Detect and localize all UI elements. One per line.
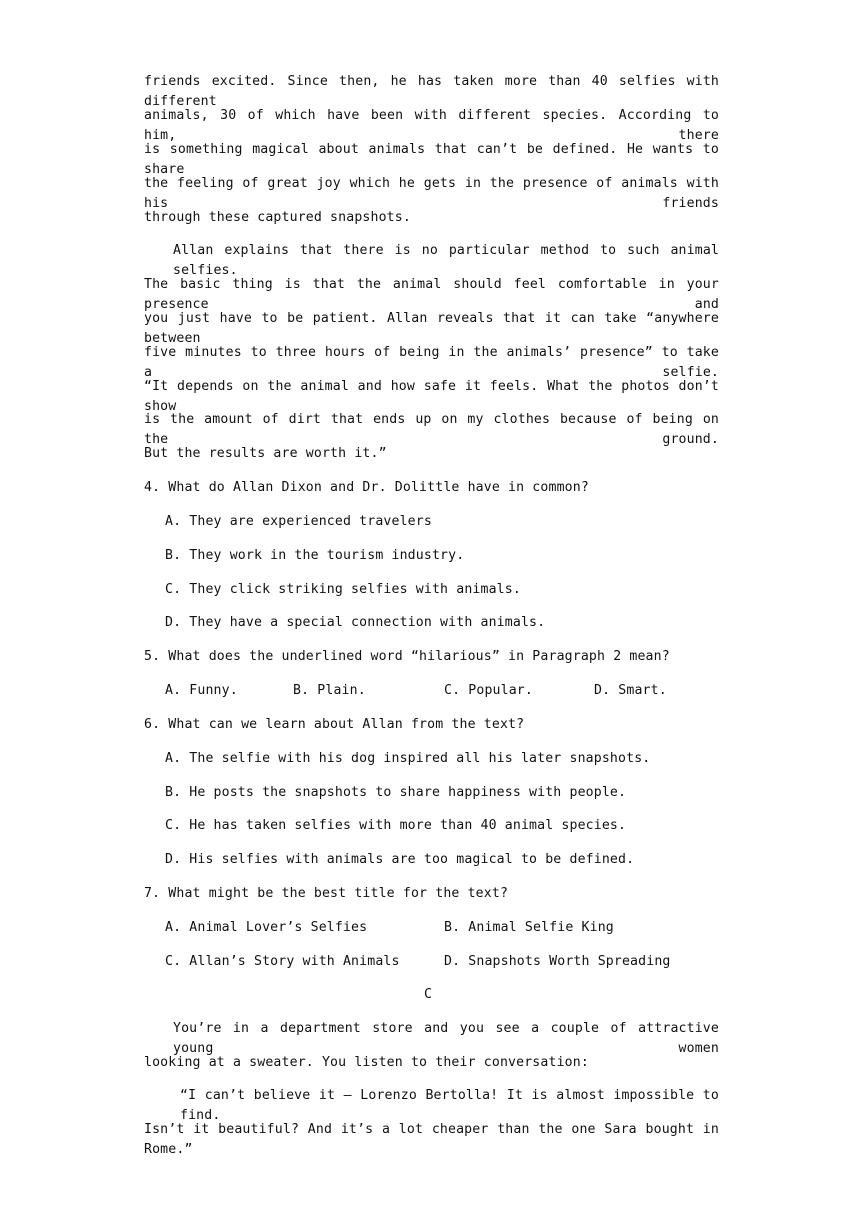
- passage-line: The basic thing is that the animal should feel comfortable in your presence and: [144, 277, 719, 312]
- question-6-option-c: C. He has taken selfies with more than 40 animal species.: [165, 818, 627, 833]
- question-5-stem: 5. What does the underlined word “hilarious” in Paragraph 2 mean?: [144, 649, 670, 664]
- passage-line: is the amount of dirt that ends up on my clothes because of being on the ground.: [144, 412, 719, 447]
- question-4-stem: 4. What do Allan Dixon and Dr. Dolittle have in common?: [144, 480, 589, 495]
- passage-line: you just have to be patient. Allan reveals that it can take “anywhere between: [144, 311, 719, 346]
- passage-line: You’re in a department store and you see a couple of attractive young women: [173, 1021, 719, 1056]
- question-5-option-a: A. Funny.: [165, 683, 238, 698]
- question-6-option-b: B. He posts the snapshots to share happiness with people.: [165, 785, 627, 800]
- passage-line: is something magical about animals that can’t be defined. He wants to share: [144, 142, 719, 177]
- passage-line: the feeling of great joy which he gets in the presence of animals with his friends: [144, 176, 719, 211]
- passage-line: five minutes to three hours of being in the animals’ presence” to take a selfie.: [144, 345, 719, 380]
- passage-line: “I can’t believe it — Lorenzo Bertolla! It is almost impossible to find.: [180, 1088, 719, 1123]
- question-6-option-a: A. The selfie with his dog inspired all his later snapshots.: [165, 751, 651, 766]
- question-6-option-d: D. His selfies with animals are too magical to be defined.: [165, 852, 635, 867]
- question-4-option-d: D. They have a special connection with animals.: [165, 615, 546, 630]
- question-7-stem: 7. What might be the best title for the text?: [144, 886, 509, 901]
- passage-line: “It depends on the animal and how safe it feels. What the photos don’t show: [144, 379, 719, 414]
- passage-line: through these captured snapshots.: [144, 210, 411, 225]
- question-4-option-c: C. They click striking selfies with animals.: [165, 582, 521, 597]
- passage-line: friends excited. Since then, he has taken more than 40 selfies with different: [144, 74, 719, 109]
- passage-line: Isn’t it beautiful? And it’s a lot cheaper than the one Sara bought in Rome.”: [144, 1122, 719, 1157]
- passage-line: Allan explains that there is no particular method to such animal selfies.: [173, 243, 719, 278]
- question-5-option-c: C. Popular.: [444, 683, 533, 698]
- question-7-option-a: A. Animal Lover’s Selfies: [165, 920, 368, 935]
- section-heading: [0, 985, 860, 1005]
- passage-line: But the results are worth it.”: [144, 446, 387, 461]
- question-5-option-b: B. Plain.: [293, 683, 366, 698]
- question-4-option-b: B. They work in the tourism industry.: [165, 548, 465, 563]
- question-7-option-d: D. Snapshots Worth Spreading: [444, 954, 671, 969]
- passage-line: animals, 30 of which have been with different species. According to him, there: [144, 108, 719, 143]
- passage-line: looking at a sweater. You listen to their conversation:: [144, 1055, 589, 1070]
- section-heading-text: C: [423, 987, 433, 1002]
- question-4-option-a: A. They are experienced travelers: [165, 514, 432, 529]
- question-7-option-c: C. Allan’s Story with Animals: [165, 954, 400, 969]
- question-6-stem: 6. What can we learn about Allan from the text?: [144, 717, 525, 732]
- question-5-option-d: D. Smart.: [594, 683, 667, 698]
- question-7-option-b: B. Animal Selfie King: [444, 920, 614, 935]
